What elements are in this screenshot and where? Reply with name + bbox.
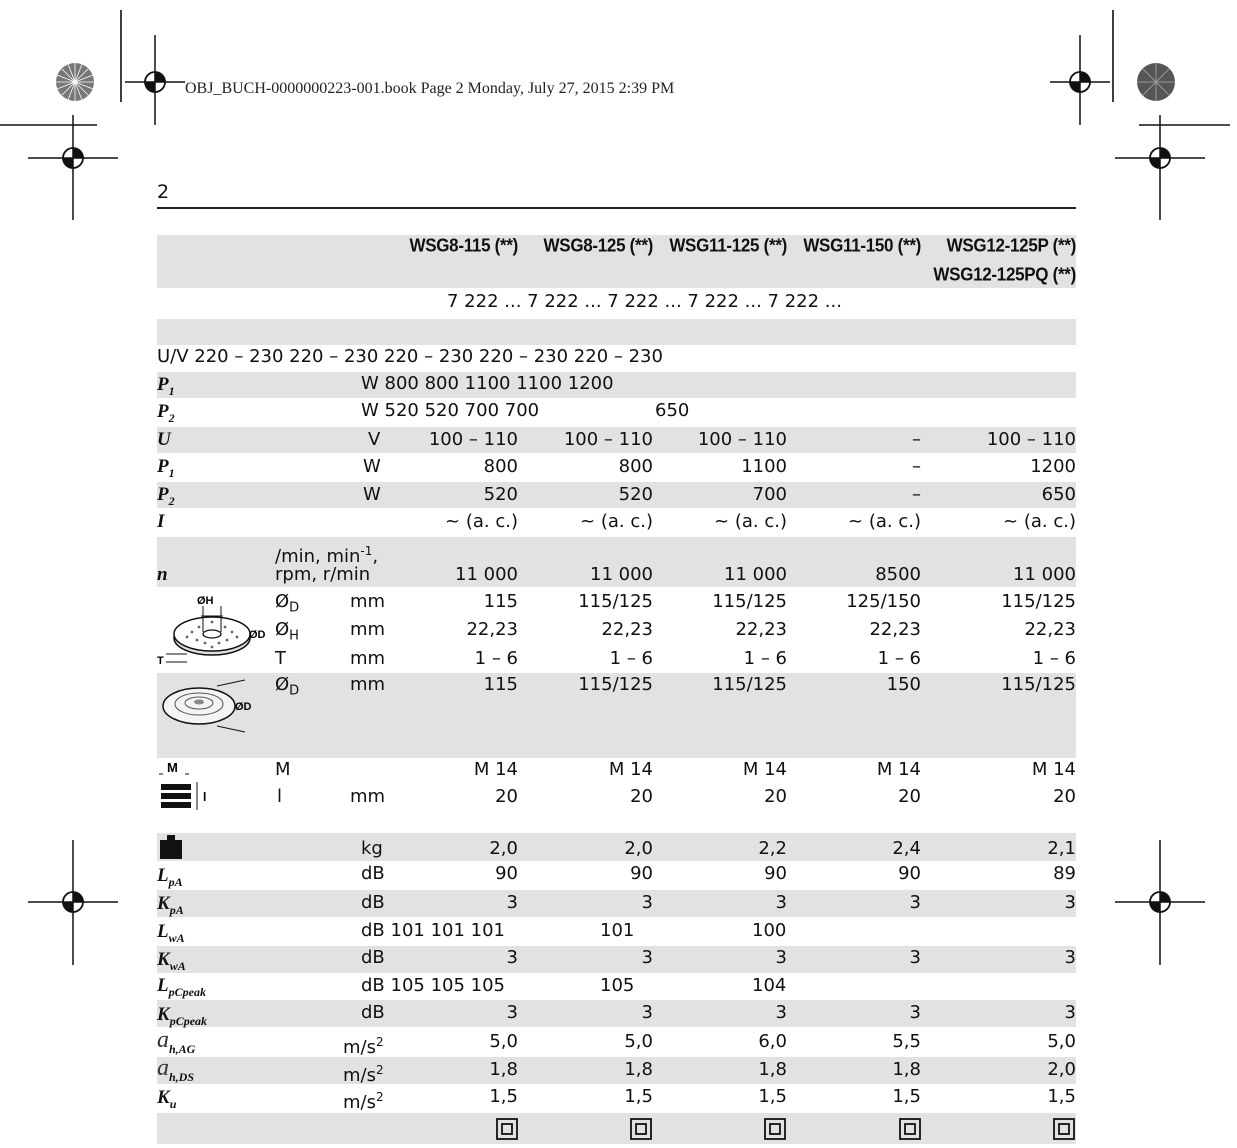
unit-n-line2: rpm, r/min (275, 564, 371, 585)
n-value-5: 11 000 (1013, 564, 1076, 585)
model-header-4: WSG11-150 (**) (803, 235, 921, 256)
n-value-3: 11 000 (724, 564, 787, 585)
header-rule (157, 207, 1076, 209)
unit-kwa: dB (361, 947, 385, 968)
t-value-5: 1 – 6 (1032, 648, 1076, 669)
ku-value-1: 1,5 (489, 1086, 518, 1107)
unit-n-line1: /min, $\min^{-1}$, (275, 544, 379, 567)
ahag-value-2: 5,0 (624, 1031, 653, 1052)
label-m: M (275, 759, 291, 780)
symbol-ahag: $a_{h,AG}$ (157, 1027, 196, 1056)
m-value-1: M 14 (473, 759, 518, 780)
protection-class-ii-icon (496, 1118, 518, 1140)
t-value-4: 1 – 6 (877, 648, 921, 669)
lpa-value-1: 90 (495, 863, 518, 884)
symbol-lwa: $L_{wA}$ (157, 921, 185, 945)
kg-value-1: 2,0 (489, 838, 518, 859)
model-header-5: WSG12-125P (**) (946, 235, 1076, 256)
p2-overflow-row: W 520 520 700 700 (361, 400, 540, 421)
label-t: T (275, 648, 286, 669)
protection-class-ii-icon (630, 1118, 652, 1140)
p2-value-1: 520 (483, 484, 518, 505)
l-value-3: 20 (764, 786, 787, 807)
od2-value-3: 115/125 (712, 674, 787, 695)
kg-value-4: 2,4 (892, 838, 921, 859)
ku-value-3: 1,5 (758, 1086, 787, 1107)
kpc-value-1: 3 (506, 1002, 518, 1023)
unit-u: V (368, 429, 381, 450)
od-value-2: 115/125 (578, 591, 653, 612)
sunburst-mark-right (1137, 63, 1175, 101)
kpc-value-3: 3 (775, 1002, 787, 1023)
symbol-p1: $P_1$ (157, 374, 175, 398)
ahag-value-3: 6,0 (758, 1031, 787, 1052)
n-value-1: 11 000 (455, 564, 518, 585)
band-empty (157, 319, 1076, 345)
ku-value-4: 1,5 (892, 1086, 921, 1107)
n-value-4: 8500 (875, 564, 921, 585)
lpa-value-3: 90 (764, 863, 787, 884)
i-value-2: ~ (a. c.) (580, 511, 653, 532)
kwa-value-5: 3 (1064, 947, 1076, 968)
ahag-value-1: 5,0 (489, 1031, 518, 1052)
svg-text:T: T (157, 655, 164, 667)
symbol-u: U (157, 429, 171, 450)
unit-l: mm (350, 786, 386, 807)
symbol-kpcpeak: $K_{pCpeak}$ (157, 1004, 208, 1028)
protection-class-ii-icon (899, 1118, 921, 1140)
p2-value-5: 650 (1041, 484, 1076, 505)
symbol-lpa: $L_{pA}$ (157, 865, 183, 889)
voltage-overflow-row: U/V 220 – 230 220 – 230 220 – 230 220 – 230 220 – 230 (157, 346, 663, 367)
p1-value-5: 1200 (1030, 456, 1076, 477)
label-oh: $Ø_H$ (275, 619, 299, 644)
p1-value-2: 800 (618, 456, 653, 477)
kpc-value-4: 3 (909, 1002, 921, 1023)
unit-od: mm (350, 591, 386, 612)
m-value-2: M 14 (608, 759, 653, 780)
unit-kg: kg (361, 838, 383, 859)
symbol-ahds: $a_{h,DS}$ (157, 1055, 195, 1084)
p1-overflow-row: W 800 800 1100 1100 1200 (361, 373, 614, 394)
ahds-value-4: 1,8 (892, 1059, 921, 1080)
sunburst-mark-left (56, 63, 94, 101)
ahag-value-4: 5,5 (892, 1031, 921, 1052)
p2-value-4: – (912, 484, 921, 505)
u-value-5: 100 – 110 (986, 429, 1076, 450)
svg-text:l: l (203, 790, 207, 804)
book-info-line: OBJ_BUCH-0000000223-001.book Page 2 Monday, July 27, 2015 2:39 PM (185, 80, 675, 97)
i-value-4: ~ (a. c.) (848, 511, 921, 532)
model-header-2: WSG8-125 (**) (543, 235, 653, 256)
u-value-4: – (912, 429, 921, 450)
registration-crosshair-icon (1115, 840, 1205, 965)
od2-value-5: 115/125 (1001, 674, 1076, 695)
symbol-kpa: $K_{pA}$ (157, 893, 184, 917)
registration-crosshair-icon (28, 840, 118, 965)
unit-lpa: dB (361, 863, 385, 884)
unit-p2: W (363, 484, 381, 505)
registration-crosshair-icon (1050, 35, 1110, 125)
model-header-3: WSG11-125 (**) (669, 235, 787, 256)
lwa-overflow-row: dB 101 101 101 (361, 920, 506, 941)
unit-ahds: $m/s^2$ (343, 1063, 384, 1086)
n-value-2: 11 000 (590, 564, 653, 585)
unit-od2: mm (350, 674, 386, 695)
kpa-value-1: 3 (506, 892, 518, 913)
oh-value-2: 22,23 (601, 619, 653, 640)
i-value-5: ~ (a. c.) (1003, 511, 1076, 532)
band-p1a (157, 372, 1076, 398)
spindle-thread-diagram-icon (157, 760, 217, 820)
kpa-value-5: 3 (1064, 892, 1076, 913)
oh-value-5: 22,23 (1024, 619, 1076, 640)
registration-crosshair-icon (1115, 115, 1205, 220)
kg-value-3: 2,2 (758, 838, 787, 859)
ahag-value-5: 5,0 (1047, 1031, 1076, 1052)
lpc-overflow-row: dB 105 105 105 (361, 975, 506, 996)
kwa-value-4: 3 (909, 947, 921, 968)
od2-value-4: 150 (886, 674, 921, 695)
oh-value-3: 22,23 (735, 619, 787, 640)
svg-text:ØD: ØD (235, 701, 252, 713)
i-value-1: ~ (a. c.) (445, 511, 518, 532)
order-number-line: 7 222 ... 7 222 ... 7 222 ... 7 222 ... 7 222 ... (447, 291, 842, 312)
lpa-value-5: 89 (1053, 863, 1076, 884)
m-value-3: M 14 (742, 759, 787, 780)
symbol-ku: $K_u$ (157, 1087, 177, 1111)
p2-value-3: 700 (752, 484, 787, 505)
ahds-value-3: 1,8 (758, 1059, 787, 1080)
svg-text:M: M (167, 760, 178, 775)
kpc-value-5: 3 (1064, 1002, 1076, 1023)
u-value-3: 100 – 110 (697, 429, 787, 450)
l-value-4: 20 (898, 786, 921, 807)
symbol-p1-row: $P_1$ (157, 456, 175, 480)
t-value-1: 1 – 6 (474, 648, 518, 669)
u-value-2: 100 – 110 (563, 429, 653, 450)
p1-value-4: – (912, 456, 921, 477)
oh-value-1: 22,23 (466, 619, 518, 640)
grinding-disc-diagram-icon (157, 592, 269, 672)
band-class (157, 1113, 1076, 1144)
unit-t: mm (350, 648, 386, 669)
lpa-value-2: 90 (630, 863, 653, 884)
model-header-5b: WSG12-125PQ (**) (933, 264, 1076, 285)
label-l: l (277, 786, 283, 807)
symbol-i: I (157, 511, 165, 532)
symbol-lpcpeak: $L_{pCpeak}$ (157, 975, 206, 999)
symbol-p2: $P_2$ (157, 401, 175, 425)
kpa-value-2: 3 (641, 892, 653, 913)
svg-text:ØH: ØH (197, 595, 214, 607)
page-number: 2 (157, 181, 170, 203)
oh-value-4: 22,23 (869, 619, 921, 640)
p1-value-1: 800 (483, 456, 518, 477)
ku-value-5: 1,5 (1047, 1086, 1076, 1107)
registration-crosshair-icon (28, 115, 118, 220)
protection-class-ii-icon (1053, 1118, 1075, 1140)
p2-value-2: 520 (618, 484, 653, 505)
lpc-overflow-b: 104 (752, 975, 787, 996)
kwa-value-3: 3 (775, 947, 787, 968)
symbol-n: n (157, 564, 168, 585)
lwa-overflow-a: 101 (600, 920, 635, 941)
kg-value-5: 2,1 (1047, 838, 1076, 859)
lpa-value-4: 90 (898, 863, 921, 884)
l-value-5: 20 (1053, 786, 1076, 807)
unit-ku: $m/s^2$ (343, 1090, 384, 1113)
m-value-5: M 14 (1031, 759, 1076, 780)
weight-icon (158, 834, 184, 860)
ahds-value-1: 1,8 (489, 1059, 518, 1080)
ahds-value-5: 2,0 (1047, 1059, 1076, 1080)
m-value-4: M 14 (876, 759, 921, 780)
lpc-overflow-a: 105 (600, 975, 635, 996)
od-value-3: 115/125 (712, 591, 787, 612)
unit-kpa: dB (361, 892, 385, 913)
svg-text:ØD: ØD (249, 629, 266, 641)
od-value-1: 115 (483, 591, 518, 612)
label-od2: $Ø_D$ (275, 674, 300, 699)
unit-p1: W (363, 456, 381, 477)
unit-oh: mm (350, 619, 386, 640)
od2-value-2: 115/125 (578, 674, 653, 695)
t-value-2: 1 – 6 (609, 648, 653, 669)
od-value-4: 125/150 (846, 591, 921, 612)
p1-value-3: 1100 (741, 456, 787, 477)
kg-value-2: 2,0 (624, 838, 653, 859)
u-value-1: 100 – 110 (428, 429, 518, 450)
i-value-3: ~ (a. c.) (714, 511, 787, 532)
unit-ahag: $m/s^2$ (343, 1035, 384, 1058)
od-value-5: 115/125 (1001, 591, 1076, 612)
unit-kpc: dB (361, 1002, 385, 1023)
kpa-value-4: 3 (909, 892, 921, 913)
kwa-value-2: 3 (641, 947, 653, 968)
l-value-2: 20 (630, 786, 653, 807)
backing-pad-diagram-icon (157, 676, 269, 736)
l-value-1: 20 (495, 786, 518, 807)
kpc-value-2: 3 (641, 1002, 653, 1023)
symbol-kwa: $K_{wA}$ (157, 949, 186, 973)
symbol-p2-row: $P_2$ (157, 484, 175, 508)
kpa-value-3: 3 (775, 892, 787, 913)
registration-crosshair-icon (125, 35, 185, 125)
label-od: $Ø_D$ (275, 591, 300, 616)
p2-overflow-last: 650 (655, 400, 690, 421)
ahds-value-2: 1,8 (624, 1059, 653, 1080)
model-header-1: WSG8-115 (**) (409, 235, 518, 256)
lwa-overflow-b: 100 (752, 920, 787, 941)
protection-class-ii-icon (764, 1118, 786, 1140)
od2-value-1: 115 (483, 674, 518, 695)
ku-value-2: 1,5 (624, 1086, 653, 1107)
t-value-3: 1 – 6 (743, 648, 787, 669)
kwa-value-1: 3 (506, 947, 518, 968)
